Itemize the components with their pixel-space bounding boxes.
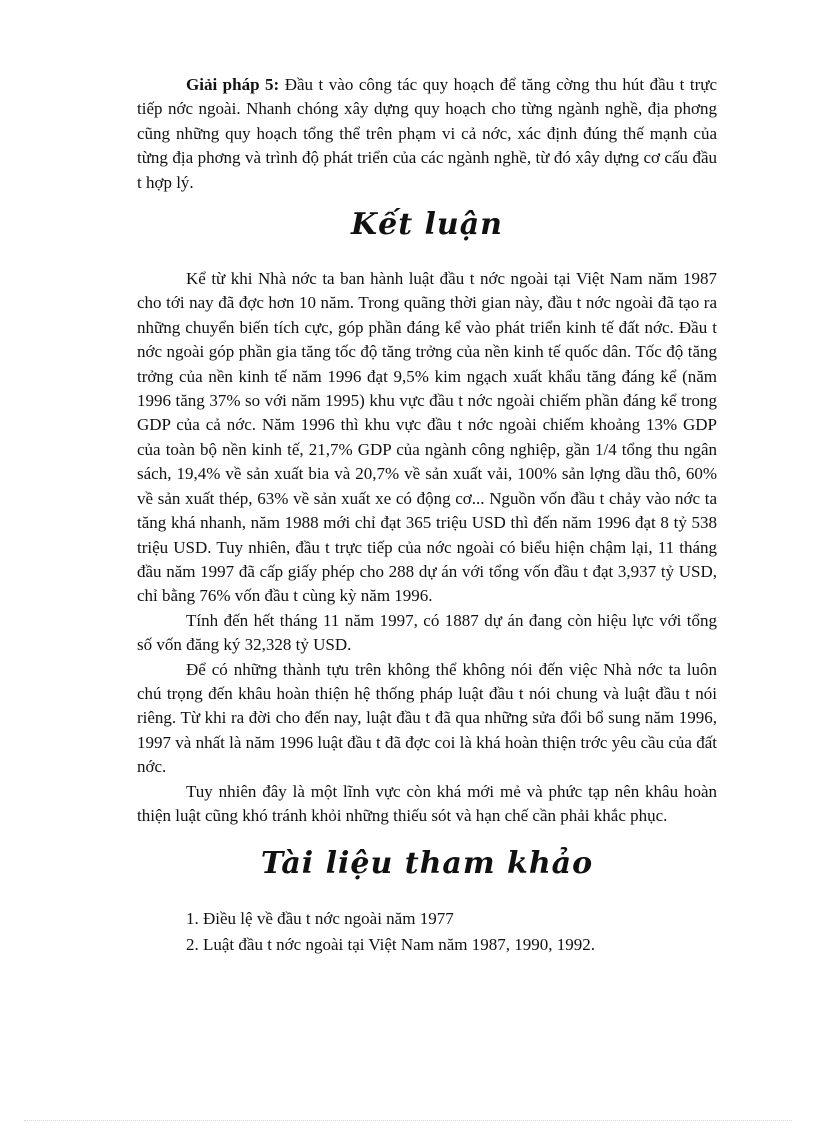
page-bottom-divider	[24, 1120, 792, 1121]
solution-label: Giải pháp 5:	[186, 75, 280, 94]
solution-paragraph	[137, 73, 717, 195]
reference-item: 1. Điều lệ về đầu t nớc ngoài năm 1977	[186, 909, 454, 929]
reference-item: 2. Luật đầu t nớc ngoài tại Việt Nam năm 1987, 1990, 1992.	[186, 935, 595, 955]
references-heading: Tài liệu tham khảo	[260, 846, 594, 882]
conclusion-paragraph-3: Để có những thành tựu trên không thể không nói đến việc Nhà nớc ta luôn chú trọng đến khâu hoàn thiện hệ thống pháp luật đầu t nói chung và luật đầu t nói riêng. Từ khi ra đời cho đến nay, luật đầu t đã qua những sửa đổi bổ sung năm 1996, 1997 và nhất là năm 1996 luật đầu t đã đợc coi là khá hoàn thiện trớc yêu cầu của đất nớc.	[137, 659, 717, 777]
conclusion-heading: Kết luận	[351, 207, 503, 243]
document-page	[137, 73, 717, 958]
conclusion-paragraph-4: Tuy nhiên đây là một lĩnh vực còn khá mới mẻ và phức tạp nên khâu hoàn thiện luật cũng khó tránh khỏi những thiếu sót và hạn chế cần phải khắc phục.	[137, 781, 717, 825]
conclusion-paragraph-1: Kể từ khi Nhà nớc ta ban hành luật đầu t nớc ngoài tại Việt Nam năm 1987 cho tới nay đã đợc hơn 10 năm. Trong quãng thời gian này, đầu t nớc ngoài đã tạo ra những chuyển biến tích cực, góp phần đáng kể vào phát triển kinh tế đất nớc. Đầu t nớc ngoài góp phần gia tăng tốc độ tăng trởng của nền kinh tế quốc dân. Tốc độ tăng trởng của nền kinh tế năm 1996 đạt 9,5% kim ngạch xuất khẩu tăng đáng kể (năm 1996 tăng 37% so với năm 1995) khu vực đầu t nớc ngoài chiếm phần đáng kể trong GDP của cả nớc. Năm 1996 thì khu vực đầu t nớc ngoài chiếm khoảng 13% GDP của toàn bộ nền kinh tế, 21,7% GDP của ngành công nghiệp, gần 1/4 tổng thu ngân sách, 19,4% về sản xuất bia và 20,7% về sản xuất vải, 100% sản lợng dầu thô, 60% về sản xuất thép, 63% về sản xuất xe có động cơ... Nguồn vốn đầu t chảy vào nớc ta tăng khá nhanh, năm 1988 mới chỉ đạt 365 triệu USD thì đến năm 1996 đạt 8 tỷ 538 triệu USD. Tuy nhiên, đầu t trực tiếp của nớc ngoài có biểu hiện chậm lại, 11 tháng đầu năm 1997 đã cấp giấy phép cho 288 dự án với tổng vốn đầu t đạt 3,937 tỷ USD, chỉ bằng 76% vốn đầu t cùng kỳ năm 1996.	[137, 269, 717, 606]
conclusion-paragraph-2: Tính đến hết tháng 11 năm 1997, có 1887 dự án đang còn hiệu lực với tổng số vốn đăng ký 32,328 tỷ USD.	[137, 610, 717, 655]
references-list	[137, 906, 717, 958]
solution-text: Đầu t vào công tác quy hoạch để tăng cờng thu hút đầu t trực tiếp nớc ngoài. Nhanh chóng xây dựng quy hoạch cho từng ngành nghề, địa phơng cũng những quy hoạch tổng thể trên phạm vi cả nớc, xác định đúng thế mạnh của từng địa phơng và trình độ phát triển của các ngành nghề, từ đó xây dựng cơ cấu đầu t hợp lý.	[137, 75, 718, 192]
